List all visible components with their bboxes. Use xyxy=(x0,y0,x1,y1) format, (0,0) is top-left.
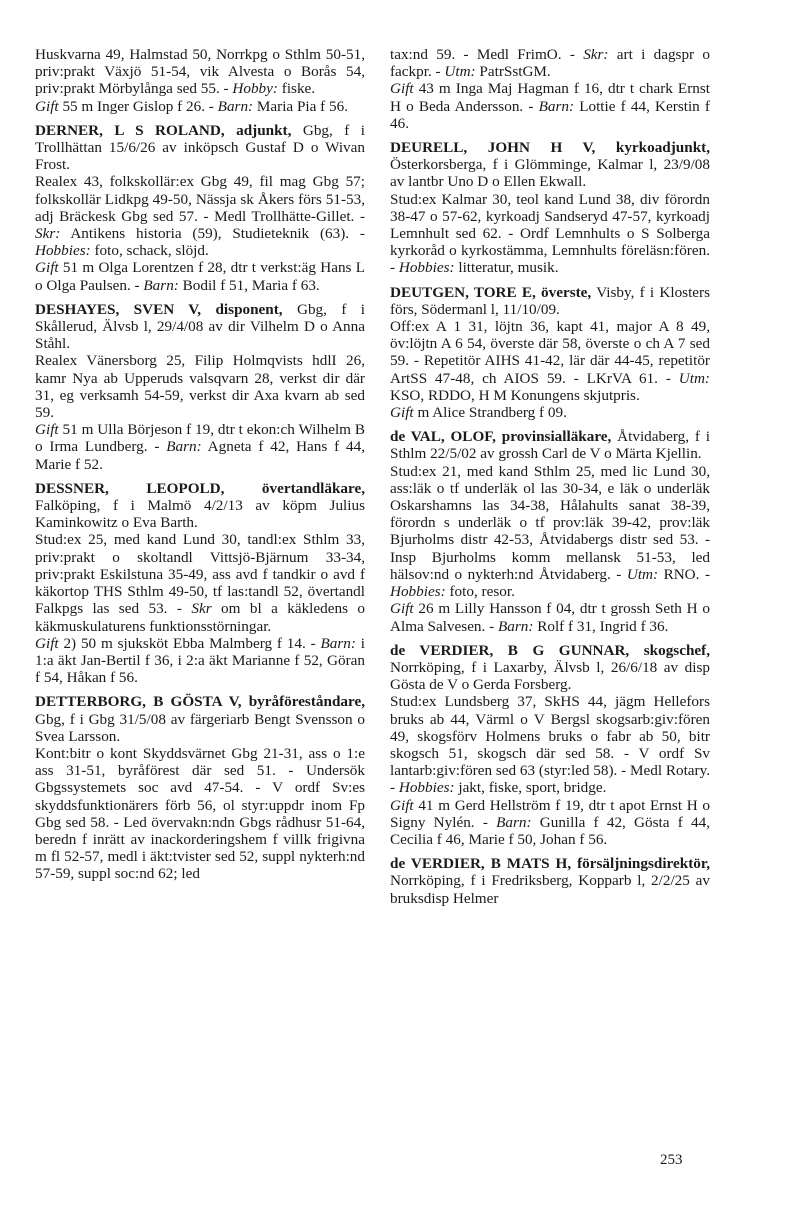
entry-paragraph xyxy=(390,463,710,601)
entry-name: DEUTGEN, TORE E, överste, xyxy=(390,283,592,301)
entry-text: 41 m Gerd Hellström f 19, dtr t apot Ernst H o Signy Nylén. - xyxy=(390,796,710,831)
entry-text: Gunilla f 42, Gösta f 44, Cecilia f 46, Marie f 50, Johan f 56. xyxy=(390,813,710,848)
entry-paragraph xyxy=(35,259,365,293)
field-label: Utm: xyxy=(626,565,659,583)
entry-text: tax:nd 59. - Medl FrimO. - xyxy=(390,46,584,63)
field-label: Gift xyxy=(390,404,414,422)
entry-paragraph xyxy=(390,46,710,80)
entry-paragraph xyxy=(390,318,710,404)
entry-text: Realex 43, folkskollär:ex Gbg 49, fil mag Gbg 57; folkskollär Lidkpg 49-50, Nässja sk Åkers förs 51-53, adj Bräckesk Gbg sed 57. - Medl Trollhätte-Gillet. - xyxy=(35,173,365,225)
entry-text: Antikens historia (59), Studieteknik (63). - xyxy=(60,225,365,243)
field-label: Hobbies: xyxy=(35,242,91,260)
field-label: Barn: xyxy=(143,276,179,294)
entry-name: de VERDIER, B MATS H, försäljningsdirektör, xyxy=(390,855,710,873)
entry-heading-paragraph xyxy=(35,122,365,174)
entry-heading-paragraph xyxy=(390,139,710,191)
entry-heading-paragraph xyxy=(390,642,710,694)
field-label: Hobby: xyxy=(232,80,278,98)
entry-paragraph xyxy=(35,46,365,98)
entry-paragraph xyxy=(35,531,365,634)
entry-paragraph xyxy=(390,797,710,849)
entry-name: DESHAYES, SVEN V, disponent, xyxy=(35,300,283,318)
field-label: Gift xyxy=(390,796,414,814)
field-label: Barn: xyxy=(496,813,532,831)
entry-heading-paragraph xyxy=(390,855,710,907)
entry-paragraph xyxy=(390,600,710,634)
field-label: Skr: xyxy=(583,46,609,63)
field-label: Hobbies: xyxy=(398,779,455,797)
entry-text: m Alice Strandberg f 09. xyxy=(413,404,567,422)
entry-paragraph xyxy=(35,635,365,687)
entry-text: 2) 50 m sjuksköt Ebba Malmberg f 14. - xyxy=(58,634,321,652)
entry-text: Agneta f 42, Hans f 44, Marie f 52. xyxy=(35,438,365,473)
entry-text: Rolf f 31, Ingrid f 36. xyxy=(533,617,669,635)
entry-heading-paragraph xyxy=(35,480,365,532)
entry-text: Maria Pia f 56. xyxy=(253,97,349,115)
entry-text: Realex Vänersborg 25, Filip Holmqvists hdlI 26, kamr Nya ab Upperuds valsqvarn 28, verkst dir där 31, eg verksamh 54-59, verkst dir Axa kvarn ab sed 59. xyxy=(35,352,365,422)
field-label: Barn: xyxy=(538,97,575,115)
field-label: Barn: xyxy=(497,617,534,635)
entry-text: Österkorsberga, f i Glömminge, Kalmar l, 23/9/08 av lantbr Uno D o Ellen Ekwall. xyxy=(390,156,710,191)
field-label: Skr xyxy=(191,600,212,618)
field-label: Barn: xyxy=(166,438,202,456)
entry-text: Off:ex A 1 31, löjtn 36, kapt 41, major A 8 49, öv:löjtn A 6 54, överste där 58, överste o ch A 7 sed 59. - Repetitör AIHS 41-42, lär där 44-45, repetitör ArtSS 47-48, ch AIOS 59. - LKrVA 61. - xyxy=(390,318,710,387)
entry-text: Stud:ex Lundsberg 37, SkHS 44, jägm Hellefors bruks ab 44, Värml o V Bergsl skogsarb:giv:fören 49, skogsförv Holmens bruks o fabr ab 50, bitr skogsch 51, skogsch där sed 58. - V ordf Sv lantarb:giv:fören sed 63 (styr:led 58). - Medl Rotary. - xyxy=(390,693,710,797)
entry-heading-paragraph xyxy=(35,301,365,353)
entry-paragraph xyxy=(390,80,710,132)
entry-text: 43 m Inga Maj Hagman f 16, dtr t chark Ernst H o Beda Andersson. - xyxy=(390,80,710,115)
field-label: Barn: xyxy=(217,97,254,115)
entry-text: foto, schack, slöjd. xyxy=(90,242,209,260)
entry-text: Gbg, f i Trollhättan 15/6/26 av inköpsch Gustaf D o Wivan Frost. xyxy=(35,121,366,174)
entry-text: jakt, fiske, sport, bridge. xyxy=(454,779,607,797)
entry-text: Stud:ex 21, med kand Sthlm 25, med lic Lund 30, ass:läk o tf underläk ol las 30-34, e läk o underläk Oskarshamns las 34-38, Hålahults sanat 38-39, förordn s underläk o tf prov:läk 39-42, prov:läk Bjurholms distr 42-53, Åtvidabergs distr sed 53. - Insp Bjurholms komm mellansk 51-53, led hälsov:nd o nykterh:nd Åtvidaberg. - xyxy=(390,462,710,583)
entry-name: DESSNER, LEOPOLD, övertandläkare, xyxy=(35,479,365,497)
entry-text: Lottie f 44, Kerstin f 46. xyxy=(390,97,710,132)
entry-text: Stud:ex 25, med kand Lund 30, tandl:ex Sthlm 33, priv:prakt o skoltandl Vittsjö-Bjärnum 33-34, priv:prakt Eskilstuna 35-49, ass avd f tandkir o avd f käkortop THS Sthlm 49-50, tf las:tandl 52, övertandl Falkpgs las sed 53. - xyxy=(35,531,365,618)
entry-paragraph xyxy=(35,98,365,115)
field-label: Hobbies: xyxy=(390,583,446,601)
entry-paragraph xyxy=(390,693,710,796)
entry-text: PatrSstGM. xyxy=(475,63,551,81)
entry-name: de VERDIER, B G GUNNAR, skogschef, xyxy=(390,641,710,659)
entry-text: Norrköping, f i Laxarby, Älvsb l, 26/6/18 av disp Gösta de V o Gerda Forsberg. xyxy=(390,658,710,694)
entry-name: DEURELL, JOHN H V, kyrkoadjunkt, xyxy=(390,139,710,157)
right-column xyxy=(390,46,710,907)
entry-text: 51 m Olga Lorentzen f 28, dtr t verkst:äg Hans L o Olga Paulsen. - xyxy=(35,259,365,294)
entry-text: 26 m Lilly Hansson f 04, dtr t grossh Seth H o Alma Salvesen. - xyxy=(390,600,710,635)
entry-text: Norrköping, f i Fredriksberg, Kopparb l, 2/2/25 av bruksdisp Helmer xyxy=(390,872,710,907)
entry-paragraph xyxy=(35,173,365,259)
entry-text: fiske. xyxy=(277,80,316,98)
entry-text: 51 m Ulla Börjeson f 19, dtr t ekon:ch Wilhelm B o Irma Lundberg. - xyxy=(35,421,365,456)
entry-text: foto, resor. xyxy=(445,583,515,601)
entry-paragraph xyxy=(35,352,365,421)
field-label: Gift xyxy=(35,97,59,115)
entry-text: Gbg, f i Gbg 31/5/08 av färgeriarb Bengt Svensson o Svea Larsson. xyxy=(35,710,365,745)
entry-heading-paragraph xyxy=(390,284,710,318)
field-label: Gift xyxy=(35,634,59,652)
field-label: Utm: xyxy=(678,369,710,387)
entry-text: Huskvarna 49, Halmstad 50, Norrkpg o Sthlm 50-51, priv:prakt Växjö 51-54, vik Alvesta o Borås 54, priv:prakt Mörbylånga sed 55. - xyxy=(35,46,365,98)
entry-name: DETTERBORG, B GÖSTA V, byråföreståndare, xyxy=(35,693,365,711)
entry-text: RNO. - xyxy=(658,565,710,583)
entry-text: Åtvidaberg, f i Sthlm 22/5/02 av grossh Carl de V o Märta Kjellin. xyxy=(390,428,710,463)
field-label: Gift xyxy=(390,600,414,618)
page-number: 253 xyxy=(660,1152,683,1168)
entry-text: KSO, RDDO, H M Konungens skjutpris. xyxy=(390,386,640,404)
field-label: Gift xyxy=(35,421,59,439)
field-label: Utm: xyxy=(444,63,476,81)
entry-text: Gbg, f i Skållerud, Älvsb l, 29/4/08 av dir Vilhelm D o Anna Ståhl. xyxy=(35,300,365,353)
field-label: Barn: xyxy=(320,634,356,652)
field-label: Hobbies: xyxy=(398,259,455,277)
entry-text: Kont:bitr o kont Skyddsvärnet Gbg 21-31, ass o 1:e ass 31-51, byråförest där sed 51. - Undersök Gbgssystemets soc avd 47-54. - V ordf Sv:es skyddsfunktionärers förb 56, ol styr:uppdr inom Fp Gbg sed 58. - Led övervakn:ndn Gbgs rådhusr 51-64, beredn f inrätt av inackorderingshem f villk frigivna m fl 52-57, medl i äkt:tvister sed 52, suppl nykterh:nd 57-59, suppl soc:nd 62; led xyxy=(35,744,365,883)
entry-text: 55 m Inger Gislop f 26. - xyxy=(58,97,218,115)
field-label: Skr: xyxy=(35,225,61,243)
entry-text: Bodil f 51, Maria f 63. xyxy=(178,276,320,294)
entry-text: Visby, f i Klosters förs, Södermanl l, 11/10/09. xyxy=(390,283,711,318)
left-column xyxy=(35,46,365,883)
entry-text: om bl a käkledens o käkmuskulaturens funktionsstörningar. xyxy=(35,600,365,635)
entry-text: art i dagspr o fackpr. - xyxy=(390,46,710,81)
field-label: Gift xyxy=(35,259,59,277)
entry-text: Stud:ex Kalmar 30, teol kand Lund 38, div förordn 38-47 o 57-62, kyrkoadj Sandseryd 47-57, kyrkoadj Lemnhult sed 62. - Ordf Lemnhults o S Solberga kyrkoråd o kyrkostämma, Lemnhults förеläsn:fören. - xyxy=(390,190,710,277)
entry-paragraph xyxy=(35,421,365,473)
entry-text: i 1:a äkt Jan-Bertil f 36, i 2:a äkt Marianne f 52, Göran f 54, Håkan f 56. xyxy=(35,634,365,687)
entry-paragraph xyxy=(390,404,710,421)
entry-heading-paragraph xyxy=(35,693,365,745)
entry-name: de VAL, OLOF, provinsialläkare, xyxy=(390,428,612,446)
entry-heading-paragraph xyxy=(390,428,710,462)
entry-text: Falköping, f i Malmö 4/2/13 av köpm Julius Kaminkowitz o Eva Barth. xyxy=(35,497,365,532)
entry-paragraph xyxy=(390,191,710,277)
entry-paragraph xyxy=(35,745,365,883)
entry-name: DERNER, L S ROLAND, adjunkt, xyxy=(35,121,292,139)
field-label: Gift xyxy=(390,80,414,98)
entry-text: litteratur, musik. xyxy=(454,259,559,277)
